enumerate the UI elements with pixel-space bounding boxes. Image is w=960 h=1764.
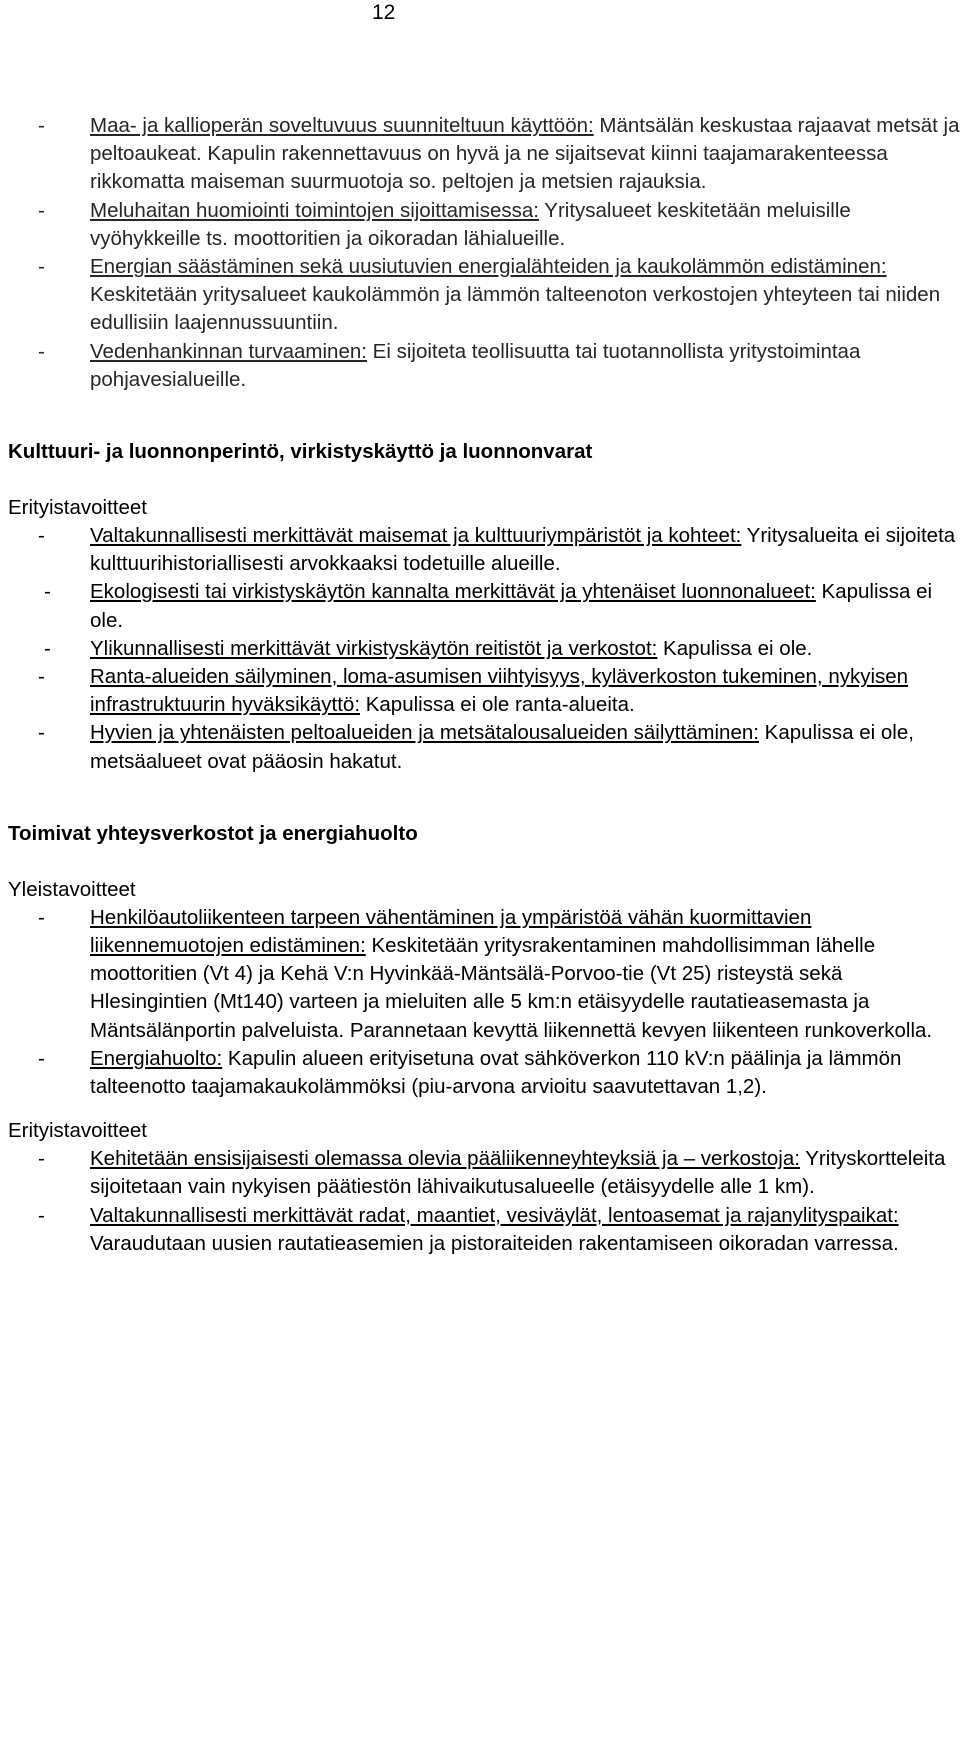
list-item bbox=[8, 719, 960, 775]
item-title: Henkilöautoliikenteen tarpeen vähentäminen ja ympäristöä vähän kuormittavien liikennemuotojen edistäminen: bbox=[90, 905, 812, 958]
list-item bbox=[8, 578, 960, 634]
list-item bbox=[8, 663, 960, 719]
culture-list bbox=[8, 522, 960, 776]
item-title: Meluhaitan huomiointi toimintojen sijoittamisessa: bbox=[90, 198, 539, 222]
list-item bbox=[8, 253, 960, 338]
special-goals-list bbox=[8, 1145, 960, 1258]
item-title: Vedenhankinnan turvaaminen: bbox=[90, 339, 367, 363]
item-text: Keskitetään yritysrakentaminen mahdollisimman lähelle moottoritien (Vt 4) ja Kehä V:n Hyvinkää-Mäntsälä-Porvoo-tie (Vt 25) risteystä sekä Hlesingintien (Mt140) varteen ja mieluiten alle 5 km:n etäisyydelle rautatieasemasta ja Mäntsälänportin palveluista. Parannetaan kevyttä liikennettä kevyen liikenteen runkoverkolla. bbox=[90, 934, 933, 1042]
item-title: Energian säästäminen sekä uusiutuvien energialähteiden ja kaukolämmön edistäminen: bbox=[90, 255, 887, 279]
list-dash: - bbox=[38, 905, 45, 929]
section-heading-networks: Toimivat yhteysverkostot ja energiahuolto bbox=[8, 821, 418, 845]
subheading-general-goals: Yleistavoitteet bbox=[8, 877, 136, 901]
general-goals-list bbox=[8, 904, 960, 1101]
item-text: Mäntsälän keskustaa rajaavat metsät ja peltoaukeat. Kapulin rakennettavuus on hyvä ja ne sijaitsevat kiinni taajamarakenteessa rikkomatta maiseman suurmuotoja so. peltojen ja metsien rajauksia. bbox=[90, 114, 960, 194]
list-dash: - bbox=[38, 524, 45, 548]
list-dash: - bbox=[38, 1046, 45, 1070]
list-dash: - bbox=[38, 1147, 45, 1171]
list-item bbox=[8, 338, 960, 394]
list-item bbox=[8, 197, 960, 253]
list-dash: - bbox=[38, 114, 45, 137]
list-dash: - bbox=[38, 665, 45, 689]
item-text: Kapulissa ei ole, metsäalueet ovat pääosin hakatut. bbox=[90, 721, 914, 773]
item-text: Kapulin alueen erityisetuna ovat sähköverkon 110 kV:n päälinja ja lämmön talteenotto taajamakaukolämmöksi (piu-arvona arvioitu saavutettavan 1,2). bbox=[90, 1046, 902, 1099]
item-text: Kapulissa ei ole. bbox=[657, 636, 813, 660]
item-title: Energiahuolto: bbox=[90, 1046, 223, 1070]
list-dash: - bbox=[38, 198, 45, 222]
list-item bbox=[8, 1045, 960, 1101]
intro-list bbox=[8, 112, 960, 394]
subheading-special-goals-2: Erityistavoitteet bbox=[8, 1119, 147, 1143]
list-item bbox=[8, 904, 960, 1045]
subheading-special-goals: Erityistavoitteet bbox=[8, 496, 147, 520]
list-dash: - bbox=[44, 636, 51, 660]
item-title: Ekologisesti tai virkistyskäytön kannalta merkittävät ja yhtenäiset luonnonalueet: bbox=[90, 580, 816, 604]
page-number: 12 bbox=[372, 1, 396, 24]
section-heading-culture: Kulttuuri- ja luonnonperintö, virkistyskäyttö ja luonnonvarat bbox=[8, 440, 593, 464]
item-text: Yritysalueet keskitetään meluisille vyöhykkeille ts. moottoritien ja oikoradan lähialueille. bbox=[90, 198, 851, 250]
list-dash: - bbox=[38, 255, 45, 279]
list-dash: - bbox=[44, 580, 51, 604]
item-text: Ei sijoiteta teollisuutta tai tuotannollista yritystoimintaa pohjavesialueille. bbox=[90, 339, 861, 391]
list-dash: - bbox=[38, 339, 45, 363]
item-text: Kapulissa ei ole ranta-alueita. bbox=[360, 693, 635, 717]
item-text: Yrityskortteleita sijoitetaan vain nykyisen päätiestön lähivaikutusalueelle (etäisyydelle alle 1 km). bbox=[90, 1147, 946, 1199]
list-item bbox=[8, 1202, 960, 1258]
item-text: Yritysalueita ei sijoiteta kulttuurihistoriallisesti arvokkaaksi todetuille alueille. bbox=[90, 524, 956, 576]
item-title: Valtakunnallisesti merkittävät radat, maantiet, vesiväylät, lentoasemat ja rajanylityspaikat: bbox=[90, 1203, 899, 1227]
item-title: Ylikunnallisesti merkittävät virkistyskäytön reitistöt ja verkostot: bbox=[90, 636, 658, 660]
item-title: Valtakunnallisesti merkittävät maisemat ja kulttuuriympäristöt ja kohteet: bbox=[90, 524, 742, 548]
item-title: Hyvien ja yhtenäisten peltoalueiden ja metsätalousalueiden säilyttäminen: bbox=[90, 721, 759, 745]
item-text: Varaudutaan uusien rautatieasemien ja pistoraiteiden rakentamiseen oikoradan varressa. bbox=[90, 1231, 899, 1255]
list-item bbox=[8, 112, 960, 197]
list-dash: - bbox=[38, 1203, 45, 1227]
item-title: Maa- ja kallioperän soveltuvuus suunniteltuun käyttöön: bbox=[90, 114, 594, 137]
item-text: Keskitetään yritysalueet kaukolämmön ja lämmön talteenoton verkostojen yhteyteen tai niiden edullisiin laajennussuuntiin. bbox=[90, 283, 941, 335]
list-dash: - bbox=[38, 721, 45, 745]
item-text: Kapulissa ei ole. bbox=[90, 580, 933, 632]
list-item bbox=[8, 522, 960, 578]
list-item bbox=[8, 635, 960, 663]
list-item bbox=[8, 1145, 960, 1201]
document-body bbox=[8, 112, 960, 1258]
item-title: Ranta-alueiden säilyminen, loma-asumisen viihtyisyys, kyläverkoston tukeminen, nykyisen infrastruktuurin hyväksikäyttö: bbox=[90, 665, 909, 717]
item-title: Kehitetään ensisijaisesti olemassa olevia pääliikenneyhteyksiä ja – verkostoja: bbox=[90, 1147, 800, 1171]
